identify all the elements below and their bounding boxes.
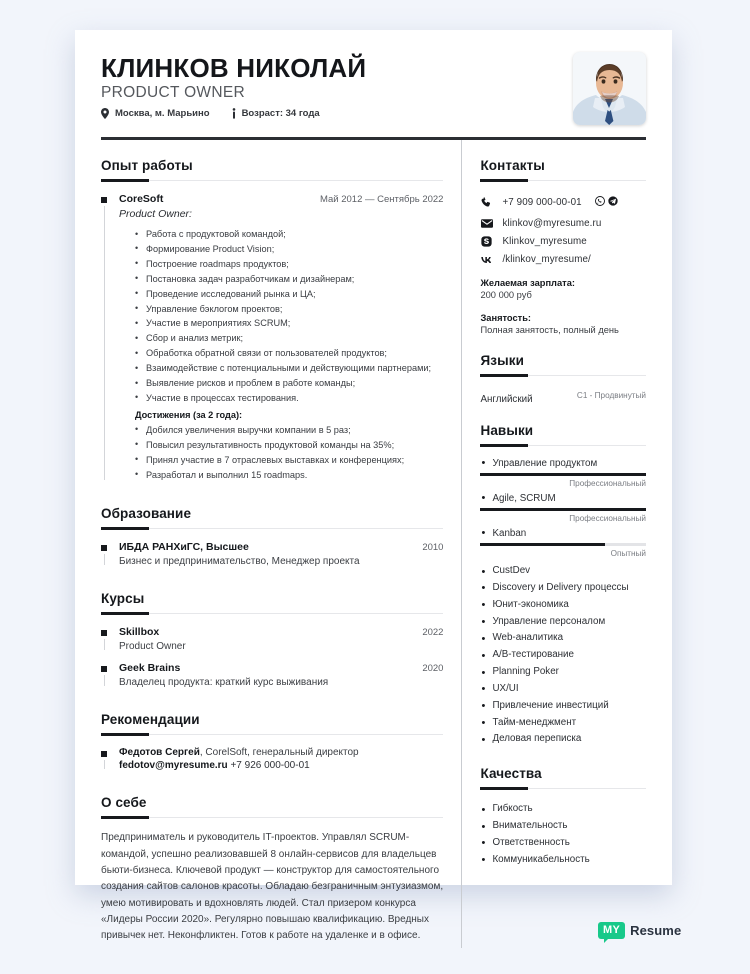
job-title: PRODUCT OWNER: [101, 84, 245, 102]
page-title: КЛИНКОВ НИКОЛАЙ: [101, 53, 367, 83]
section-courses: [101, 591, 443, 688]
list-item: • A/B-тестирование: [480, 647, 646, 664]
experience-item: [101, 193, 443, 482]
salary-value: 200 000 руб: [480, 290, 532, 300]
language-level-label: C1 - Продвинутый: [576, 391, 646, 400]
skill-label: • Управление продуктом: [480, 458, 646, 469]
list-item: • Добился увеличения выручки компании в 5 раз;: [135, 423, 443, 438]
spacer: [101, 577, 443, 591]
list-item: • Гибкость: [480, 801, 646, 818]
language-item: [480, 388, 646, 405]
skill-level-fill: [480, 508, 646, 511]
experience-item-head: [119, 193, 443, 205]
recommender-phone: +7 926 000-00-01: [230, 760, 310, 772]
experience-dates: Май 2012 — Сентябрь 2022: [319, 194, 444, 205]
list-item: • Обработка обратной связи от пользователей продуктов;: [135, 346, 443, 361]
course-item-head: [119, 626, 443, 638]
section-rule: [480, 180, 646, 181]
resume-page: [75, 30, 672, 942]
about-text: Предприниматель и руководитель IT-проектов. Управлял SCRUM-командой, успешно реализовавшей 8 онлайн-сервисов для владельцев бьюти-бизнеса. Ключевой продукт — конструктор для самостоятельного создания сайтов салонов красоты. Обладаю безграничным энтузиазмом, умею мотивировать и вдохновлять людей. Стал призером конкурса «Лидеры России 2020». Регулярно повышаю квалификацию. Вредных привычек нет. Неконфликтен. Готов к работе на удаленке и в офисе.: [101, 832, 444, 942]
recommender-line: [119, 747, 443, 758]
list-item: • CustDev: [480, 563, 646, 580]
list-item: • Взаимодействие с потенциальными и действующими партнерами;: [135, 361, 443, 376]
list-item: • Работа с продуктовой командой;: [135, 227, 443, 242]
section-rule: [101, 613, 443, 614]
course-detail: Product Owner: [119, 641, 186, 653]
position-title: Product Owner:: [119, 208, 192, 220]
list-item: • Discovery и Delivery процессы: [480, 580, 646, 597]
logo-wordmark: Resume: [630, 923, 682, 938]
recommender-email[interactable]: fedotov@myresume.ru: [119, 760, 228, 772]
sidebar-column: [461, 140, 646, 948]
skype-handle: Klinkov_myresume: [502, 236, 587, 247]
list-item: • Управление персоналом: [480, 614, 646, 631]
course-year: 2020: [422, 663, 444, 675]
course-provider: Geek Brains: [119, 662, 181, 675]
section-qualities: [480, 766, 646, 868]
vk-handle: /klinkov_myresume/: [502, 254, 591, 265]
skill-level-label: Профессиональный: [569, 514, 646, 523]
recommendation-item: [101, 747, 443, 771]
resume-body: [75, 140, 672, 948]
contact-email[interactable]: [480, 218, 646, 229]
section-title-courses: Курсы: [101, 591, 145, 607]
skill-item: [480, 528, 646, 558]
education-item-head: [119, 541, 443, 553]
whatsapp-icon[interactable]: [595, 193, 605, 211]
list-item: • Юнит-экономика: [480, 597, 646, 614]
list-item: • Разработал и выполнил 15 roadmaps.: [135, 468, 443, 483]
course-year: 2022: [422, 627, 444, 639]
qualities-list: [480, 801, 646, 868]
section-title-qualities: Качества: [480, 766, 542, 782]
list-item: • Участие в мероприятиях SCRUM;: [135, 316, 443, 331]
envelope-icon: [480, 219, 493, 228]
resume-header: [75, 30, 672, 125]
salary-label: Желаемая зарплата:: [480, 278, 575, 288]
list-item: • Участие в процессах тестирования.: [135, 391, 443, 406]
section-skills: [480, 423, 646, 748]
email-address: klinkov@myresume.ru: [502, 218, 602, 229]
skill-label: • Kanban: [480, 528, 646, 539]
list-item: • UX/UI: [480, 681, 646, 698]
list-item: • Проведение исследований рынка и ЦА;: [135, 287, 443, 302]
spacer: [101, 698, 443, 712]
skype-icon: [480, 236, 493, 247]
recommender-role: , CorelSoft, генеральный директор: [199, 747, 359, 759]
section-rule: [480, 788, 646, 789]
list-item: • Построение roadmaps продуктов;: [135, 257, 443, 272]
avatar: [573, 52, 646, 125]
list-item: • Коммуникабельность: [480, 852, 646, 869]
skills-plain-list: [480, 563, 646, 748]
list-item: • Постановка задач разработчикам и дизайнерам;: [135, 272, 443, 287]
contact-skype[interactable]: [480, 236, 646, 247]
list-item: • Выявление рисков и проблем в работе команды;: [135, 376, 443, 391]
age-text: Возраст: 34 года: [241, 108, 320, 120]
section-title-recommendations: Рекомендации: [101, 712, 200, 728]
section-contacts: [480, 158, 646, 335]
skill-level-label: Опытный: [610, 549, 646, 558]
recommender-name: Федотов Сергей: [119, 747, 200, 759]
language-meter: [554, 388, 646, 400]
employment-block: [480, 313, 646, 335]
company-name: CoreSoft: [119, 193, 164, 205]
achievements-label: Достижения (за 2 года):: [135, 409, 243, 420]
list-item: • Деловая переписка: [480, 731, 646, 748]
list-item: • Сбор и анализ метрик;: [135, 331, 443, 346]
skill-item: [480, 458, 646, 488]
list-item: • Ответственность: [480, 835, 646, 852]
section-rule: [101, 180, 443, 181]
spacer: [480, 752, 646, 766]
course-item-head: [119, 662, 443, 674]
course-provider: Skillbox: [119, 626, 160, 639]
section-rule: [101, 817, 443, 818]
skill-level-fill: [480, 473, 646, 476]
telegram-icon[interactable]: [608, 193, 618, 211]
section-experience: [101, 158, 443, 482]
list-item: • Тайм-менеджмент: [480, 715, 646, 732]
section-rule: [101, 528, 443, 529]
location-text: Москва, м. Марьино: [115, 108, 210, 120]
messenger-icons: [595, 193, 618, 211]
course-item: [101, 626, 443, 652]
list-item: • Принял участие в 7 отраслевых выставках и конференциях;: [135, 453, 443, 468]
spacer: [480, 409, 646, 423]
section-title-education: Образование: [101, 506, 192, 522]
salary-block: [480, 278, 646, 300]
list-item: • Внимательность: [480, 818, 646, 835]
map-pin-icon: [101, 108, 109, 119]
header-text-block: [101, 52, 559, 119]
contact-vk[interactable]: [480, 254, 646, 265]
spacer: [480, 339, 646, 353]
education-year: 2010: [422, 542, 444, 554]
institution-name: ИБДА РАНХиГС, Высшее: [119, 541, 249, 554]
section-title-experience: Опыт работы: [101, 158, 193, 173]
language-name: Английский: [480, 394, 533, 405]
spacer: [101, 492, 443, 506]
employment-label: Занятость:: [480, 313, 532, 323]
section-rule: [480, 445, 646, 446]
list-item: • Привлечение инвестиций: [480, 698, 646, 715]
list-item: • Формирование Product Vision;: [135, 242, 443, 257]
info-icon: [232, 108, 236, 119]
education-detail: Бизнес и предпринимательство, Менеджер проекта: [119, 556, 360, 568]
main-column: [101, 140, 461, 948]
skill-item: [480, 493, 646, 523]
myresume-logo[interactable]: [598, 922, 681, 939]
course-detail: Владелец продукта: краткий курс выживания: [119, 677, 329, 689]
phone-number: +7 909 000-00-01: [502, 196, 582, 208]
list-item: • Web-аналитика: [480, 630, 646, 647]
list-item: • Повысил результативность продуктовой команды на 35%;: [135, 438, 443, 453]
section-recommendations: [101, 712, 443, 771]
section-languages: [480, 353, 646, 405]
vk-icon: [480, 255, 493, 264]
section-rule: [101, 734, 443, 735]
employment-value: Полная занятость, полный день: [480, 325, 619, 335]
list-item: • Управление бэклогом проектов;: [135, 302, 443, 317]
recommender-contact: [119, 760, 443, 771]
skill-level-fill: [480, 543, 604, 546]
skill-level-bar: [480, 508, 646, 511]
section-title-skills: Навыки: [480, 423, 534, 438]
phone-icon: [480, 197, 493, 208]
contact-phone[interactable]: [480, 193, 646, 211]
logo-badge: MY: [598, 922, 625, 939]
skill-level-bar: [480, 473, 646, 476]
list-item: • Planning Poker: [480, 664, 646, 681]
education-item: [101, 541, 443, 567]
section-rule: [480, 375, 646, 376]
section-about: [101, 795, 443, 944]
course-item: [101, 662, 443, 688]
section-title-about: О себе: [101, 795, 147, 811]
duties-list: [135, 227, 443, 482]
skill-level-bar: [480, 543, 646, 546]
spacer: [101, 781, 443, 795]
section-education: [101, 506, 443, 567]
skill-label: • Agile, SCRUM: [480, 493, 646, 504]
section-title-languages: Языки: [480, 353, 524, 368]
header-meta: [101, 108, 559, 119]
section-title-contacts: Контакты: [480, 158, 545, 173]
skill-level-label: Профессиональный: [569, 479, 646, 488]
